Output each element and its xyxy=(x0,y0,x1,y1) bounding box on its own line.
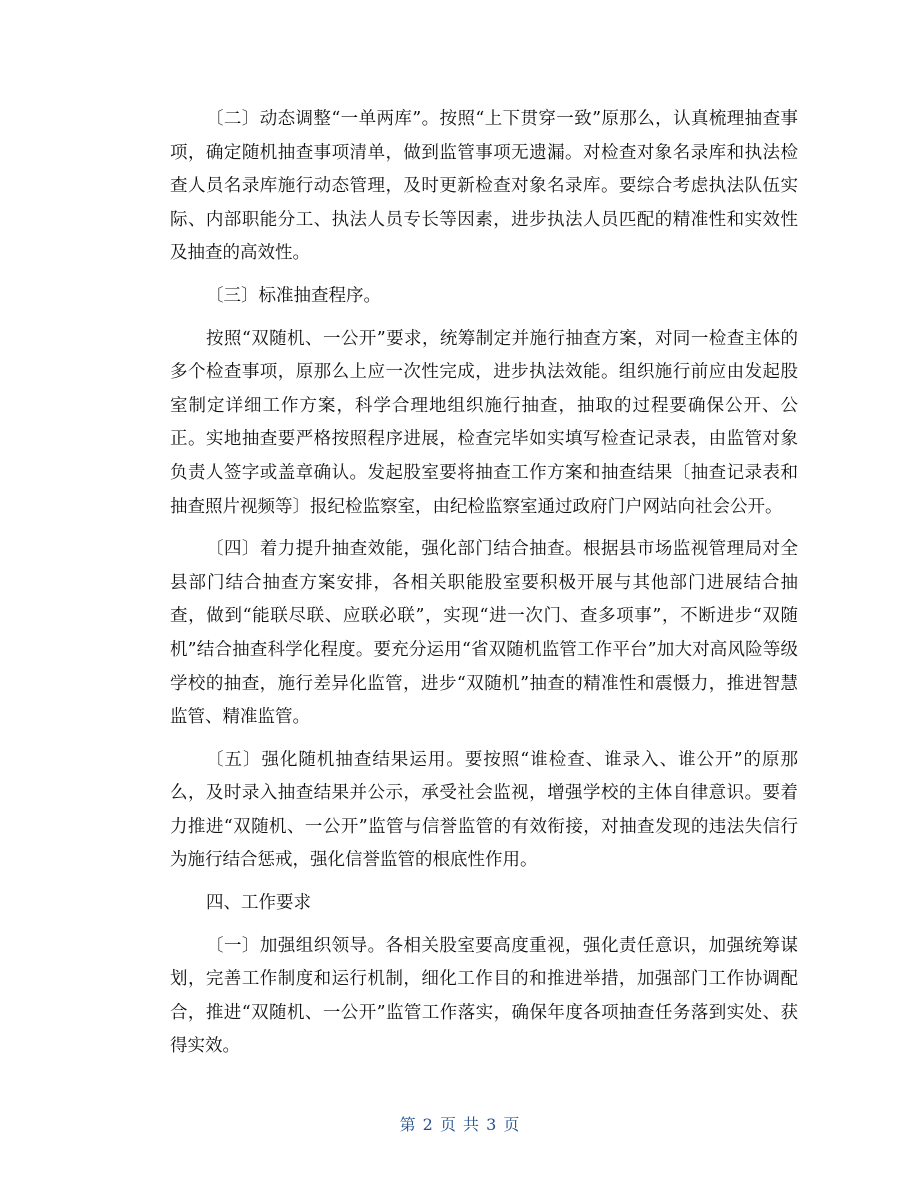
section-heading-work-requirements: 四、工作要求 xyxy=(206,893,311,914)
paragraph-organization-leadership: 〔一〕加强组织领导。各相关股室要高度重视，强化责任意识，加强统筹谋划，完善工作制度和运行机制，细化工作目的和推进举措，加强部门工作协调配合，推进“双随机、一公开”监管工作落实，确保年度各项抽查任务落到实处、获得实效。 xyxy=(170,935,798,1057)
paragraph-standard-procedure-body: 按照“双随机、一公开”要求，统筹制定并施行抽查方案，对同一检查主体的多个检查事项，原那么上应一次性完成，进步执法效能。组织施行前应由发起股室制定详细工作方案，科学合理地组织施行抽查，抽取的过程要确保公开、公正。实地抽查要严格按照程序进展，检查完毕如实填写检查记录表，由监管对象负责人签字或盖章确认。发起股室要将抽查工作方案和抽查结果〔抽查记录表和抽查照片视频等〕报纪检监察室，由纪检监察室通过政府门户网站向社会公开。 xyxy=(170,328,798,517)
paragraph-result-use: 〔五〕强化随机抽查结果运用。要按照“谁检查、谁录入、谁公开”的原那么，及时录入抽查结果并公示，承受社会监视，增强学校的主体自律意识。要着力推进“双随机、一公开”监管与信誉监管的有效衔接，对抽查发现的违法失信行为施行结合惩戒，强化信誉监管的根底性作用。 xyxy=(170,749,798,871)
paragraph-dynamic-adjust: 〔二〕动态调整“一单两库”。按照“上下贯穿一致”原那么，认真梳理抽查事项，确定随机抽查事项清单，做到监管事项无遗漏。对检查对象名录库和执法检查人员名录库施行动态管理，及时更新检查对象名录库。要综合考虑执法队伍实际、内部职能分工、执法人员专长等因素，进步执法人员匹配的精准性和实效性及抽查的高效性。 xyxy=(170,109,798,264)
paragraph-joint-inspection: 〔四〕着力提升抽查效能，强化部门结合抽查。根据县市场监视管理局对全县部门结合抽查方案安排，各相关职能股室要积极开展与其他部门进展结合抽查，做到“能联尽联、应联必联”，实现“进一次门、查多项事”，不断进步“双随机”结合抽查科学化程度。要充分运用“省双随机监管工作平台”加大对高风险等级学校的抽查，施行差异化监管，进步“双随机”抽查的精准性和震慑力，推进智慧监管、精准监管。 xyxy=(170,539,798,728)
paragraph-standard-procedure-heading: 〔三〕标准抽查程序。 xyxy=(206,285,381,306)
document-body xyxy=(170,103,798,1064)
page-number-footer: 第 2 页 共 3 页 xyxy=(399,1115,521,1134)
